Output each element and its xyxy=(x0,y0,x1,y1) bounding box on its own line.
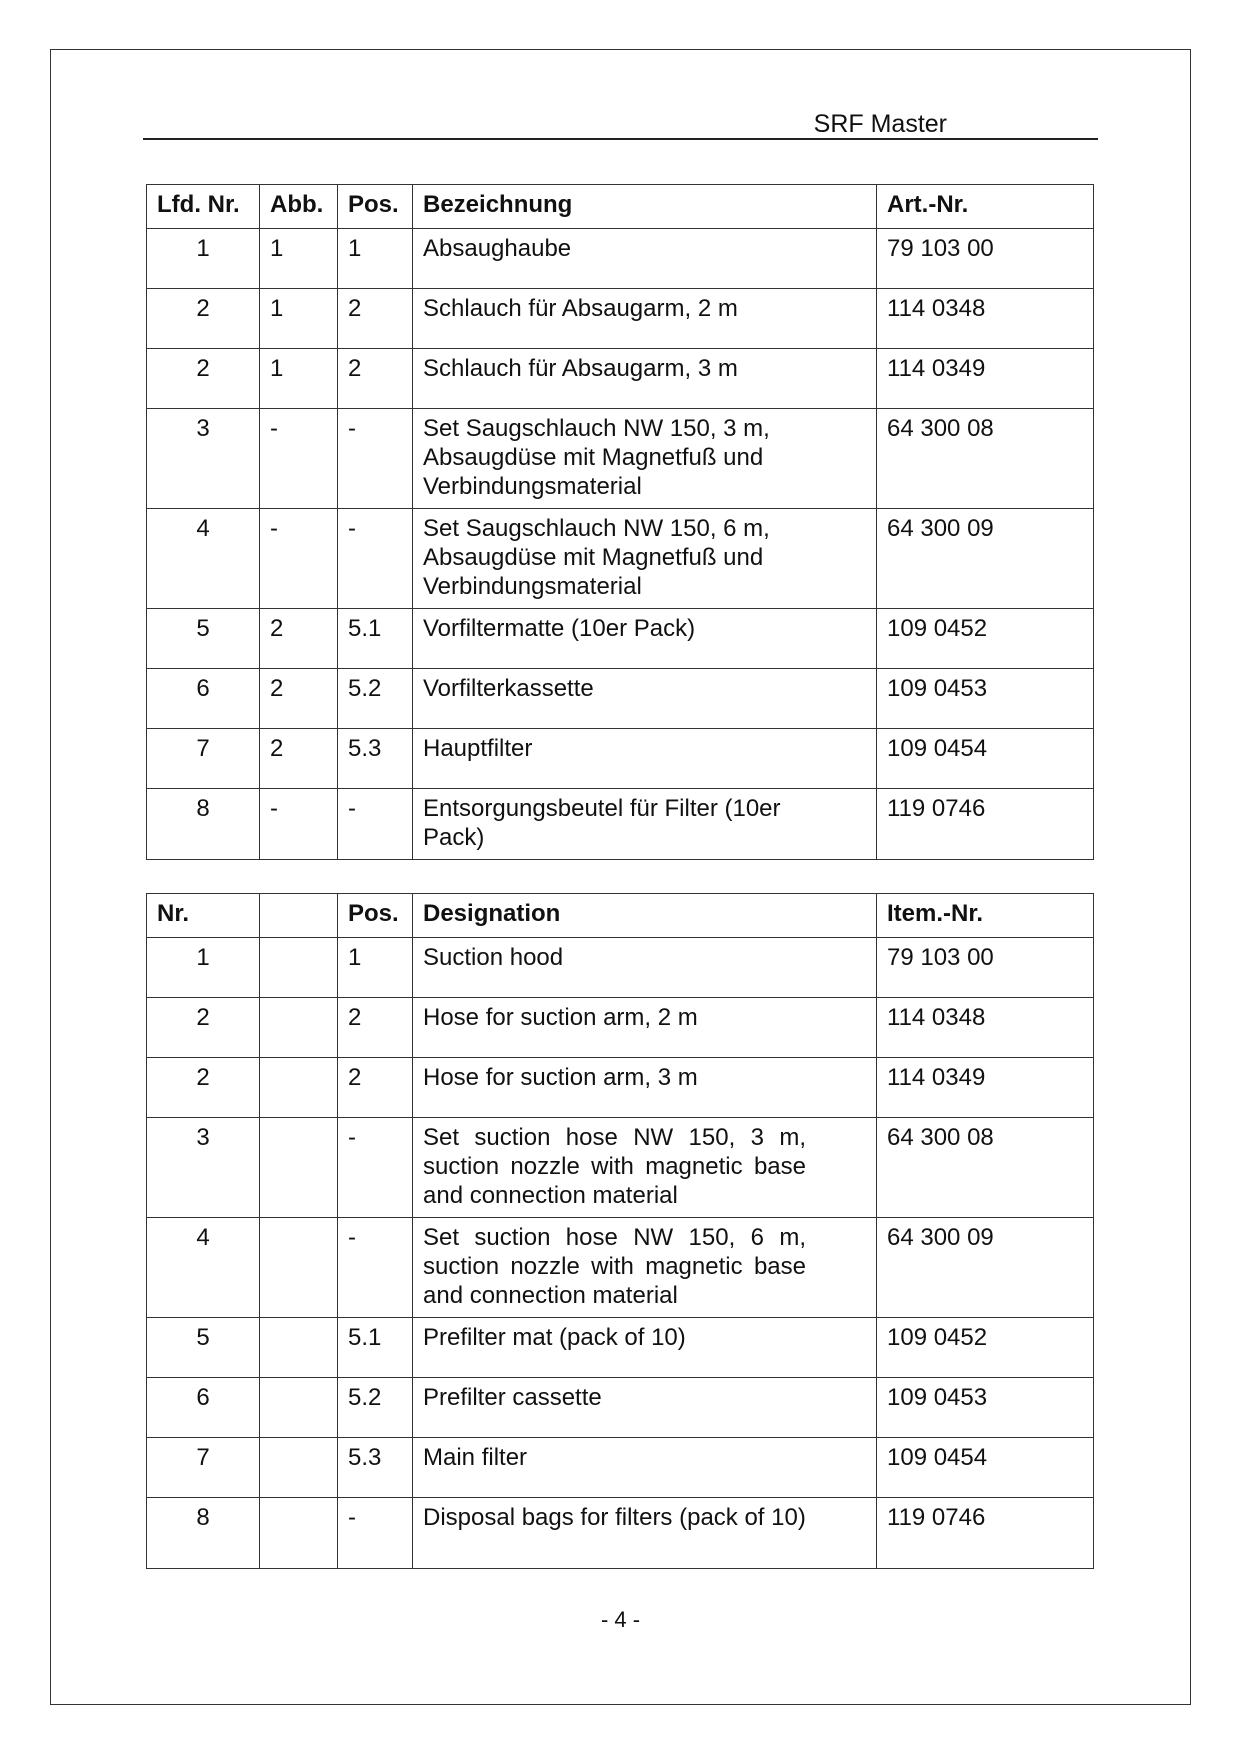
parts-table-german xyxy=(146,184,1094,860)
table-row xyxy=(147,1438,1094,1498)
table-row xyxy=(147,998,1094,1058)
table-row xyxy=(147,1058,1094,1118)
column-header-art-nr: Art.-Nr. xyxy=(877,185,1094,229)
cell-article-number: 64 300 09 xyxy=(877,509,1094,609)
cell-pos: - xyxy=(338,1498,413,1569)
cell-description: Prefilter mat (pack of 10) xyxy=(413,1318,877,1378)
cell-nr: 8 xyxy=(147,789,260,860)
parts-table-english xyxy=(146,893,1094,1569)
cell-description: Disposal bags for filters (pack of 10) xyxy=(413,1498,877,1569)
cell-description: Schlauch für Absaugarm, 3 m xyxy=(413,349,877,409)
cell-nr: 4 xyxy=(147,1218,260,1318)
cell-pos: - xyxy=(338,409,413,509)
table-header-row xyxy=(147,185,1094,229)
column-header-blank xyxy=(260,894,338,938)
column-header-designation: Designation xyxy=(413,894,877,938)
table-row xyxy=(147,669,1094,729)
cell-nr: 1 xyxy=(147,938,260,998)
cell-abb: 2 xyxy=(260,669,338,729)
cell-nr: 5 xyxy=(147,1318,260,1378)
table-row xyxy=(147,1218,1094,1318)
cell-description: Main filter xyxy=(413,1438,877,1498)
cell-item-number: 109 0453 xyxy=(877,1378,1094,1438)
cell-pos: 5.2 xyxy=(338,1378,413,1438)
cell-article-number: 64 300 08 xyxy=(877,409,1094,509)
cell-nr: 2 xyxy=(147,289,260,349)
cell-item-number: 114 0348 xyxy=(877,998,1094,1058)
cell-pos: 2 xyxy=(338,349,413,409)
table-row xyxy=(147,938,1094,998)
cell-blank xyxy=(260,1378,338,1438)
cell-blank xyxy=(260,1218,338,1318)
cell-nr: 3 xyxy=(147,1118,260,1218)
table-row xyxy=(147,289,1094,349)
cell-nr: 6 xyxy=(147,669,260,729)
table-row xyxy=(147,789,1094,860)
cell-description: Schlauch für Absaugarm, 2 m xyxy=(413,289,877,349)
cell-blank xyxy=(260,998,338,1058)
cell-item-number: 64 300 09 xyxy=(877,1218,1094,1318)
cell-nr: 1 xyxy=(147,229,260,289)
cell-abb: - xyxy=(260,409,338,509)
cell-pos: - xyxy=(338,789,413,860)
cell-article-number: 109 0454 xyxy=(877,729,1094,789)
cell-nr: 7 xyxy=(147,1438,260,1498)
cell-description: Vorfiltermatte (10er Pack) xyxy=(413,609,877,669)
cell-abb: 1 xyxy=(260,229,338,289)
cell-blank xyxy=(260,1058,338,1118)
cell-description: Hose for suction arm, 3 m xyxy=(413,1058,877,1118)
cell-pos: 2 xyxy=(338,998,413,1058)
cell-description: Vorfilterkassette xyxy=(413,669,877,729)
table-header-row xyxy=(147,894,1094,938)
cell-item-number: 64 300 08 xyxy=(877,1118,1094,1218)
cell-item-number: 114 0349 xyxy=(877,1058,1094,1118)
table-row xyxy=(147,409,1094,509)
cell-item-number: 119 0746 xyxy=(877,1498,1094,1569)
column-header-pos: Pos. xyxy=(338,185,413,229)
cell-article-number: 114 0349 xyxy=(877,349,1094,409)
cell-blank xyxy=(260,1318,338,1378)
table-row xyxy=(147,1118,1094,1218)
column-header-item-nr: Item.-Nr. xyxy=(877,894,1094,938)
cell-description: Hauptfilter xyxy=(413,729,877,789)
table-row xyxy=(147,1498,1094,1569)
cell-nr: 5 xyxy=(147,609,260,669)
cell-pos: 5.3 xyxy=(338,1438,413,1498)
cell-pos: - xyxy=(338,1218,413,1318)
table-row xyxy=(147,609,1094,669)
cell-pos: 1 xyxy=(338,229,413,289)
table-row xyxy=(147,229,1094,289)
cell-article-number: 114 0348 xyxy=(877,289,1094,349)
cell-pos: 2 xyxy=(338,1058,413,1118)
cell-pos: - xyxy=(338,509,413,609)
cell-blank xyxy=(260,1498,338,1569)
table-row xyxy=(147,1378,1094,1438)
cell-nr: 2 xyxy=(147,349,260,409)
cell-abb: 1 xyxy=(260,289,338,349)
cell-article-number: 109 0452 xyxy=(877,609,1094,669)
cell-item-number: 79 103 00 xyxy=(877,938,1094,998)
table-row xyxy=(147,729,1094,789)
cell-item-number: 109 0454 xyxy=(877,1438,1094,1498)
cell-abb: 2 xyxy=(260,609,338,669)
column-header-lfd-nr: Lfd. Nr. xyxy=(147,185,260,229)
cell-blank xyxy=(260,1118,338,1218)
cell-nr: 7 xyxy=(147,729,260,789)
cell-item-number: 109 0452 xyxy=(877,1318,1094,1378)
cell-pos: 5.3 xyxy=(338,729,413,789)
cell-abb: - xyxy=(260,789,338,860)
cell-pos: 1 xyxy=(338,938,413,998)
page-number: - 4 - xyxy=(600,1607,641,1632)
cell-description: Set Saugschlauch NW 150, 6 m, Absaugdüse mit Magnetfuß und Verbindungsmaterial xyxy=(413,509,877,609)
cell-description: Hose for suction arm, 2 m xyxy=(413,998,877,1058)
cell-nr: 6 xyxy=(147,1378,260,1438)
cell-article-number: 119 0746 xyxy=(877,789,1094,860)
column-header-nr: Nr. xyxy=(147,894,260,938)
cell-article-number: 109 0453 xyxy=(877,669,1094,729)
cell-description: Suction hood xyxy=(413,938,877,998)
cell-nr: 4 xyxy=(147,509,260,609)
cell-blank xyxy=(260,938,338,998)
cell-description: Set suction hose NW 150, 3 m, suction nozzle with magnetic base and connection material xyxy=(413,1118,877,1218)
cell-description: Set suction hose NW 150, 6 m, suction nozzle with magnetic base and connection material xyxy=(413,1218,877,1318)
table-row xyxy=(147,509,1094,609)
cell-description: Absaughaube xyxy=(413,229,877,289)
cell-description: Prefilter cassette xyxy=(413,1378,877,1438)
table-row xyxy=(147,1318,1094,1378)
cell-nr: 8 xyxy=(147,1498,260,1569)
cell-pos: - xyxy=(338,1118,413,1218)
header-divider xyxy=(143,138,1098,140)
cell-description: Set Saugschlauch NW 150, 3 m, Absaugdüse mit Magnetfuß und Verbindungsmaterial xyxy=(413,409,877,509)
cell-pos: 5.1 xyxy=(338,1318,413,1378)
cell-abb: 2 xyxy=(260,729,338,789)
cell-blank xyxy=(260,1438,338,1498)
cell-pos: 2 xyxy=(338,289,413,349)
column-header-abb: Abb. xyxy=(260,185,338,229)
cell-article-number: 79 103 00 xyxy=(877,229,1094,289)
cell-pos: 5.1 xyxy=(338,609,413,669)
cell-nr: 3 xyxy=(147,409,260,509)
cell-nr: 2 xyxy=(147,1058,260,1118)
cell-description: Entsorgungsbeutel für Filter (10er Pack) xyxy=(413,789,877,860)
cell-abb: 1 xyxy=(260,349,338,409)
document-header-title: SRF Master xyxy=(813,110,947,138)
table-row xyxy=(147,349,1094,409)
cell-pos: 5.2 xyxy=(338,669,413,729)
column-header-pos: Pos. xyxy=(338,894,413,938)
cell-abb: - xyxy=(260,509,338,609)
cell-nr: 2 xyxy=(147,998,260,1058)
column-header-bezeichnung: Bezeichnung xyxy=(413,185,877,229)
